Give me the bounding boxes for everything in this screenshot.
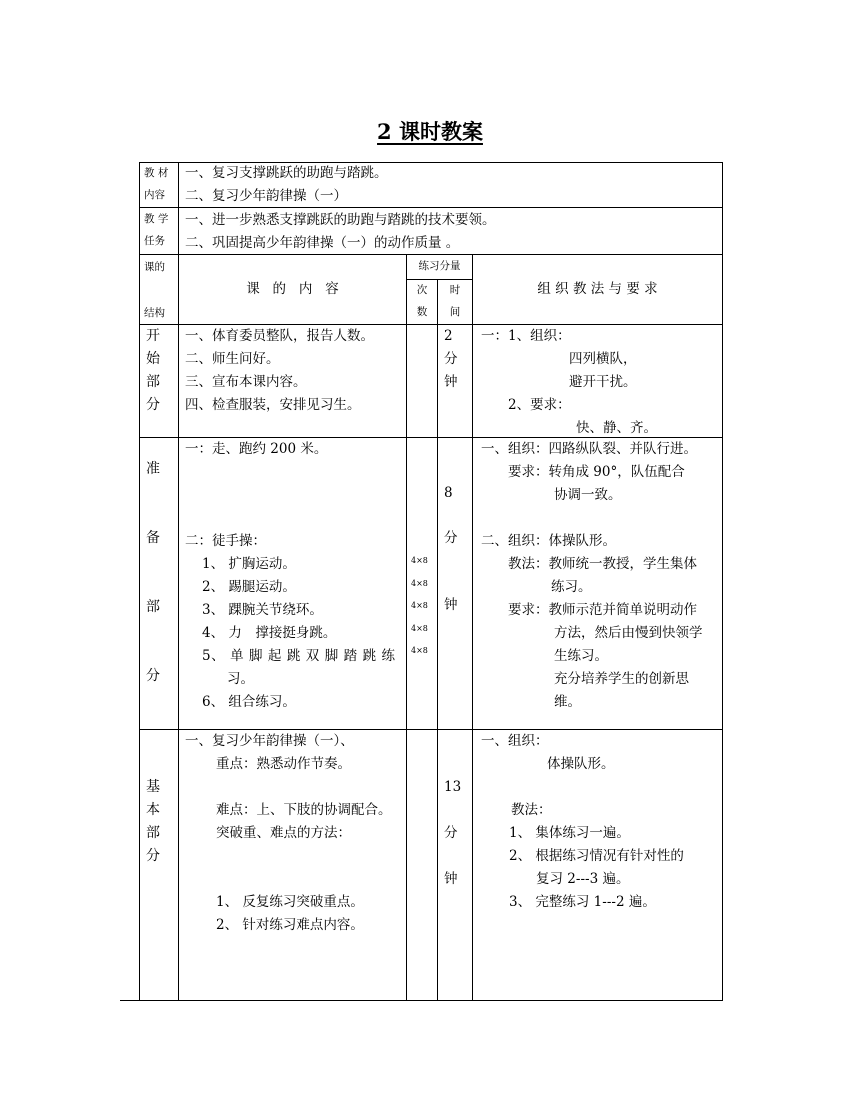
section-name-warmup: 准 备 部 分 [146, 461, 160, 684]
section-time-start: 2 分 钟 [444, 328, 458, 390]
table-border-right [722, 162, 723, 1001]
section-content-main: 一、复习少年韵律操（一）、 重点：熟悉动作节奏。 难点：上、下肢的协调配合。 突破重、难点的方法： 1、 反复练习突破重点。 2、 针对练习难点内容。 [185, 733, 392, 933]
bottom-rule-stub [120, 1000, 140, 1001]
method-header: 组 织 教 法 与 要 求 [537, 281, 658, 297]
section-content-start: 一、体育委员整队，报告人数。 二、师生问好。 三、宣布本课内容。 四、检查服装，安排见习生。 [185, 328, 374, 413]
table-border-bottom [139, 1000, 723, 1001]
section-name-main: 基 本 部 分 [146, 779, 160, 864]
section-method-start: 一：1、组织： 四列横队， 避开干扰。 2、要求： 快、静、齐。 [481, 328, 657, 436]
section-content-warmup: 一：走、跑约 200 米。 二：徒手操： 1、 扩胸运动。 2、 踢腿运动。 3、 踝腕关节绕环。 4、 力 撑接挺身跳。 5、 单 脚 起 跳 双 脚 踏 跳 练 习。 6、 组合练习。 [185, 441, 395, 710]
lesson-plan-table [139, 162, 723, 1001]
section-name-start: 开 始 部 分 [146, 328, 160, 413]
section-time-main: 13 分 钟 [444, 779, 462, 887]
page-title: 2 课时教案 [377, 119, 483, 144]
structure-header: 课的 结构 [144, 261, 165, 319]
section-method-warmup: 一、组织：四路纵队裂、并队行进。 要求：转角成 90°，队伍配合 协调一致。 二、组织：体操队形。 教法：教师统一教授，学生集体 练习。 要求：教师示范并简单说明动作 方法，然后由慢到快领学 生练习。 充分培养学生的创新思 维。 [481, 441, 703, 710]
times-header: 次 数 [416, 284, 428, 318]
content-label: 教 材 内容 [144, 167, 169, 201]
tasks-lines: 一、进一步熟悉支撑跳跃的助跑与踏跳的技术要领。 二、巩固提高少年韵律操（一）的动作质量 。 [185, 212, 496, 251]
column-divider [472, 254, 473, 1001]
content-header: 课 的 内 容 [246, 281, 339, 297]
section-time-warmup: 8 分 钟 [444, 485, 458, 613]
content-lines: 一、复习支撑跳跃的助跑与踏跳。 二、复习少年韵律操（一） [185, 165, 388, 204]
table-border-left [139, 162, 140, 1001]
section-method-main: 一、组织： 体操队形。 教法： 1、 集体练习一遍。 2、 根据练习情况有针对性的 复习 2---3 遍。 3、 完整练习 1---2 遍。 [481, 733, 684, 910]
duration-header: 时 间 [449, 284, 461, 318]
tasks-label: 教 学 任务 [144, 213, 169, 247]
practice-header: 练习分量 [418, 260, 461, 272]
column-divider [406, 254, 407, 1001]
section-reps-warmup: 4×8 4×8 4×8 4×8 4×8 [411, 556, 428, 655]
column-divider [437, 279, 438, 1001]
